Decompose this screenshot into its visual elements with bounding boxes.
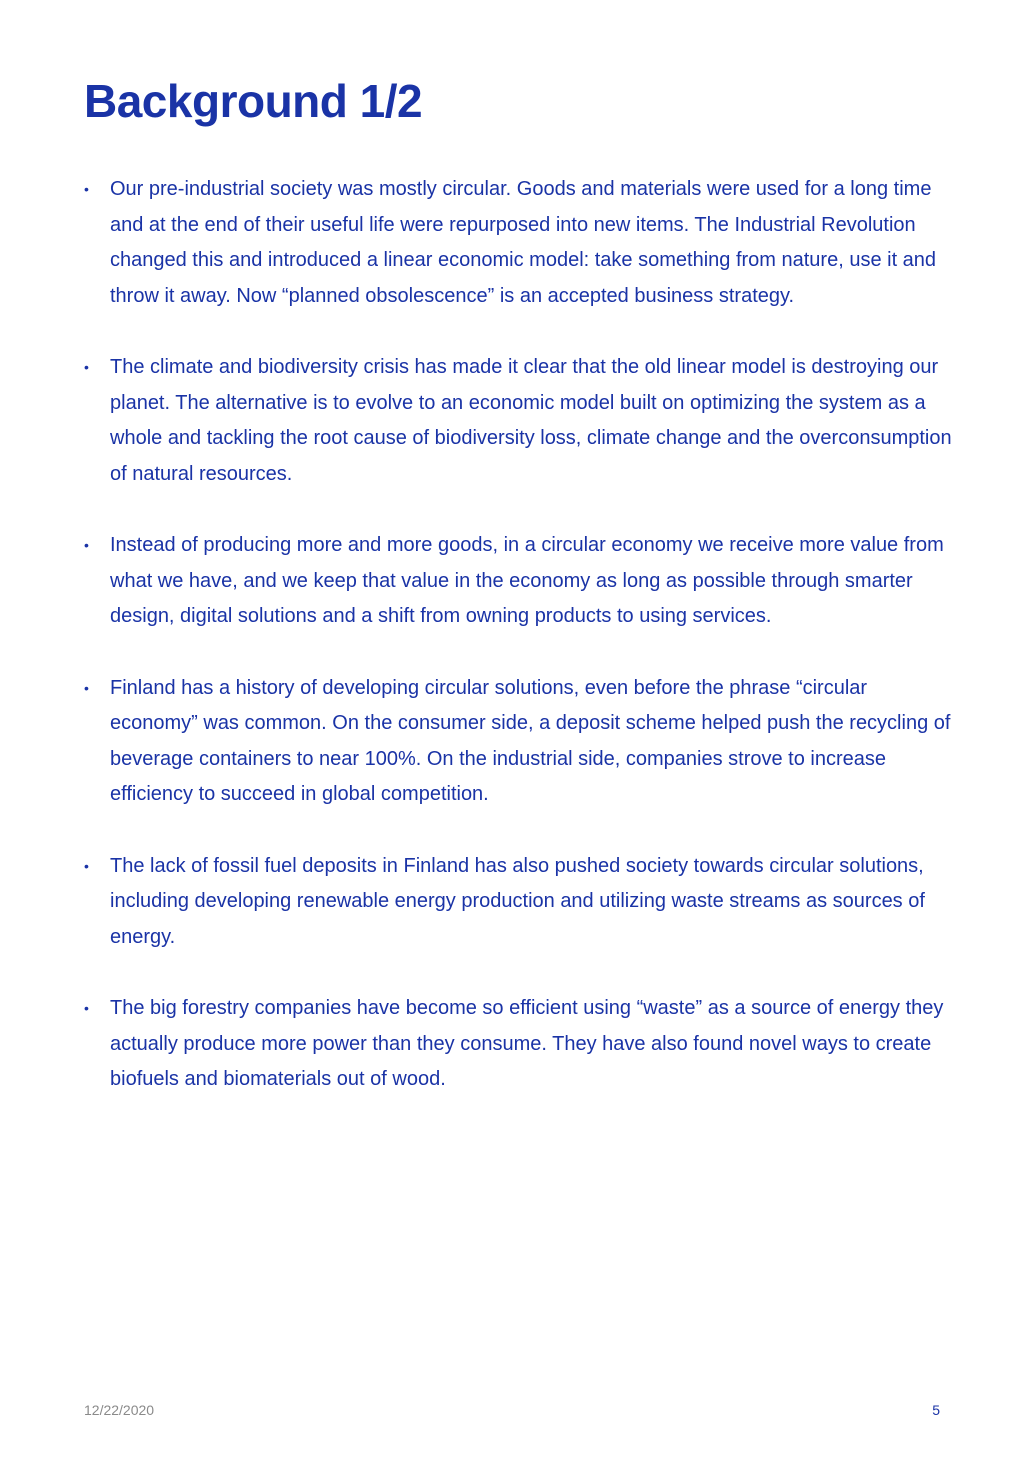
- list-item: [84, 849, 954, 956]
- bullet-icon: •: [84, 857, 89, 874]
- bullet-text: The big forestry companies have become so efficient using “waste” as a source of energy they actually produce more power than they consume. They have also found novel ways to create biofuels and biomaterials out of wood.: [110, 997, 944, 1090]
- bullet-icon: •: [84, 679, 89, 696]
- list-item: [84, 350, 954, 492]
- bullet-icon: •: [84, 181, 89, 197]
- bullet-text: Finland has a history of developing circular solutions, even before the phrase “circular economy” was common. On the consumer side, a deposit scheme helped push the recycling of beverage containers to near 100%. On the industrial side, companies strove to increase efficiency to succeed in global competition.: [110, 676, 951, 805]
- page-title: Background 1/2: [84, 75, 423, 127]
- list-item: [84, 528, 954, 635]
- bullet-text: The lack of fossil fuel deposits in Finland has also pushed society towards circular solutions, including developing renewable energy production and utilizing waste streams as sources of energy.: [110, 854, 925, 948]
- list-item: [84, 671, 954, 813]
- bullet-text: Our pre-industrial society was mostly circular. Goods and materials were used for a long time and at the end of their useful life were repurposed into new items. The Industrial Revolution changed this and introduced a linear economic model: take something from nature, use it and throw it away. Now “planned obsolescence” is an accepted business strategy.: [110, 178, 937, 307]
- bullet-text: The climate and biodiversity crisis has made it clear that the old linear model is destroying our planet. The alternative is to evolve to an economic model built on optimizing the system as a whole and tackling the root cause of biodiversity loss, climate change and the overconsumption of natural resources.: [110, 356, 952, 485]
- list-item: [84, 991, 954, 1098]
- bullet-list: [84, 172, 954, 1134]
- page-number: 5: [932, 1402, 940, 1418]
- bullet-icon: •: [84, 1000, 89, 1016]
- footer-date: 12/22/2020: [84, 1402, 155, 1418]
- bullet-icon: •: [84, 359, 89, 375]
- bullet-text: Instead of producing more and more goods, in a circular economy we receive more value from what we have, and we keep that value in the economy as long as possible through smarter design, digital solutions and a shift from owning products to using services.: [110, 534, 944, 627]
- bullet-icon: •: [84, 537, 89, 553]
- list-item: [84, 172, 954, 314]
